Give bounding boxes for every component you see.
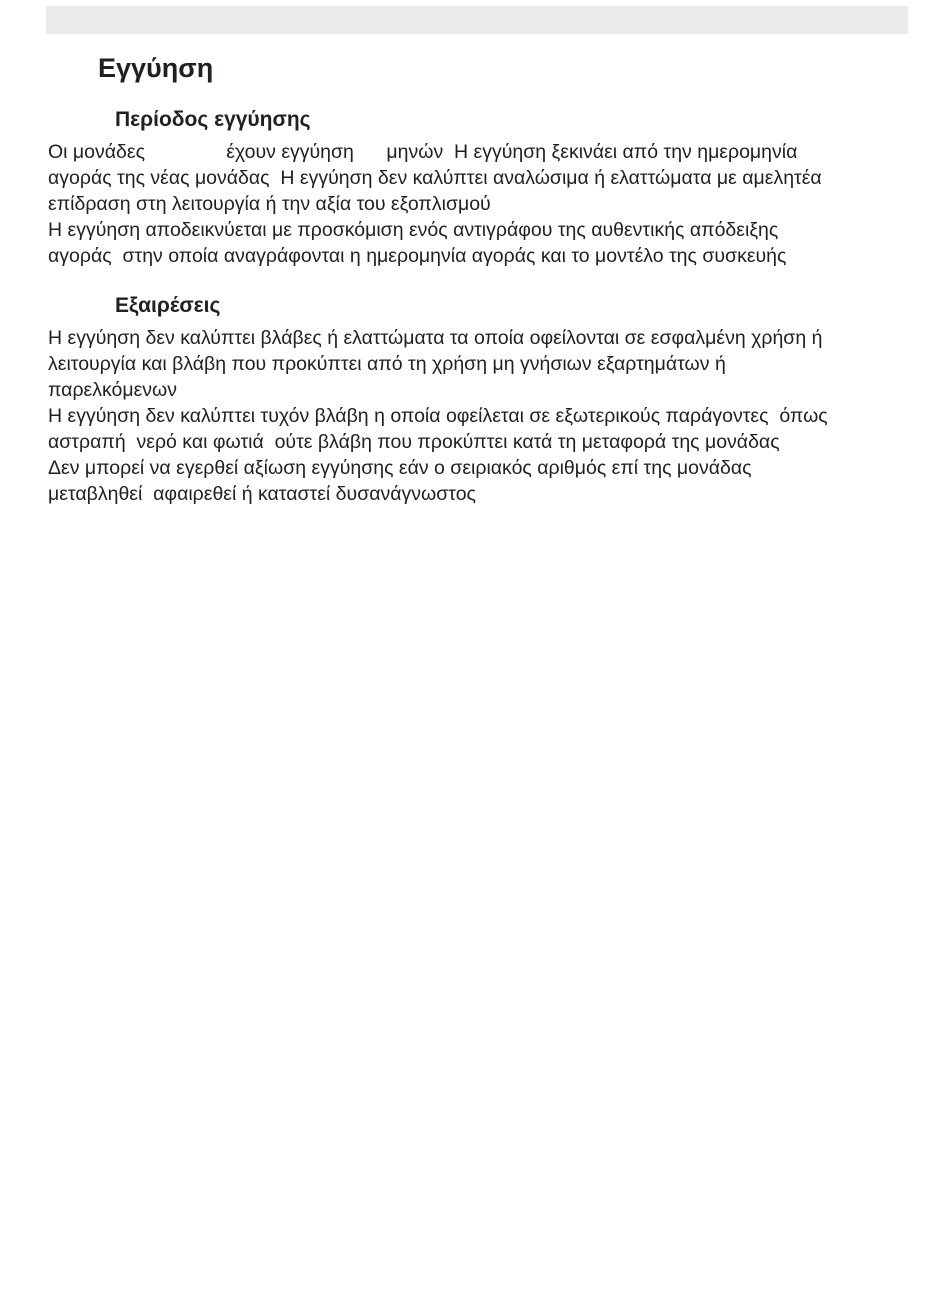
text-line: επίδραση στη λειτουργία ή την αξία του εξοπλισμού: [48, 193, 491, 215]
text-line: Η εγγύηση αποδεικνύεται με προσκόμιση ενός αντιγράφου της αυθεντικής απόδειξης: [48, 219, 779, 241]
text-line: αστραπή νερό και φωτιά ούτε βλάβη που προκύπτει κατά τη μεταφορά της μονάδας: [48, 431, 780, 453]
page-title: Εγγύηση: [98, 53, 214, 83]
text-line: Η εγγύηση δεν καλύπτει τυχόν βλάβη η οποία οφείλεται σε εξωτερικούς παράγοντες όπως: [48, 405, 828, 427]
warranty-period-text: [48, 139, 928, 269]
text-line: αγοράς στην οποία αναγράφονται η ημερομηνία αγοράς και το μοντέλο της συσκευής: [48, 245, 787, 267]
text-line: αγοράς της νέας μονάδας Η εγγύηση δεν καλύπτει αναλώσιμα ή ελαττώματα με αμελητέα: [48, 167, 822, 189]
exceptions-text: [48, 325, 928, 507]
warranty-period-heading: Περίοδος εγγύησης: [115, 108, 311, 131]
text-line: λειτουργία και βλάβη που προκύπτει από τη χρήση μη γνήσιων εξαρτημάτων ή: [48, 353, 726, 375]
text-line: Δεν μπορεί να εγερθεί αξίωση εγγύησης εάν ο σειριακός αριθμός επί της μονάδας: [48, 457, 752, 479]
text-line: μεταβληθεί αφαιρεθεί ή καταστεί δυσανάγνωστος: [48, 483, 476, 505]
header-bar: [46, 6, 908, 34]
text-line: Η εγγύηση δεν καλύπτει βλάβες ή ελαττώματα τα οποία οφείλονται σε εσφαλμένη χρήση ή: [48, 327, 823, 349]
text-line: Οι μονάδες έχουν εγγύηση μηνών Η εγγύηση ξεκινάει από την ημερομηνία: [48, 141, 798, 163]
exceptions-heading: Εξαιρέσεις: [115, 294, 221, 317]
text-line: παρελκόμενων: [48, 379, 177, 401]
